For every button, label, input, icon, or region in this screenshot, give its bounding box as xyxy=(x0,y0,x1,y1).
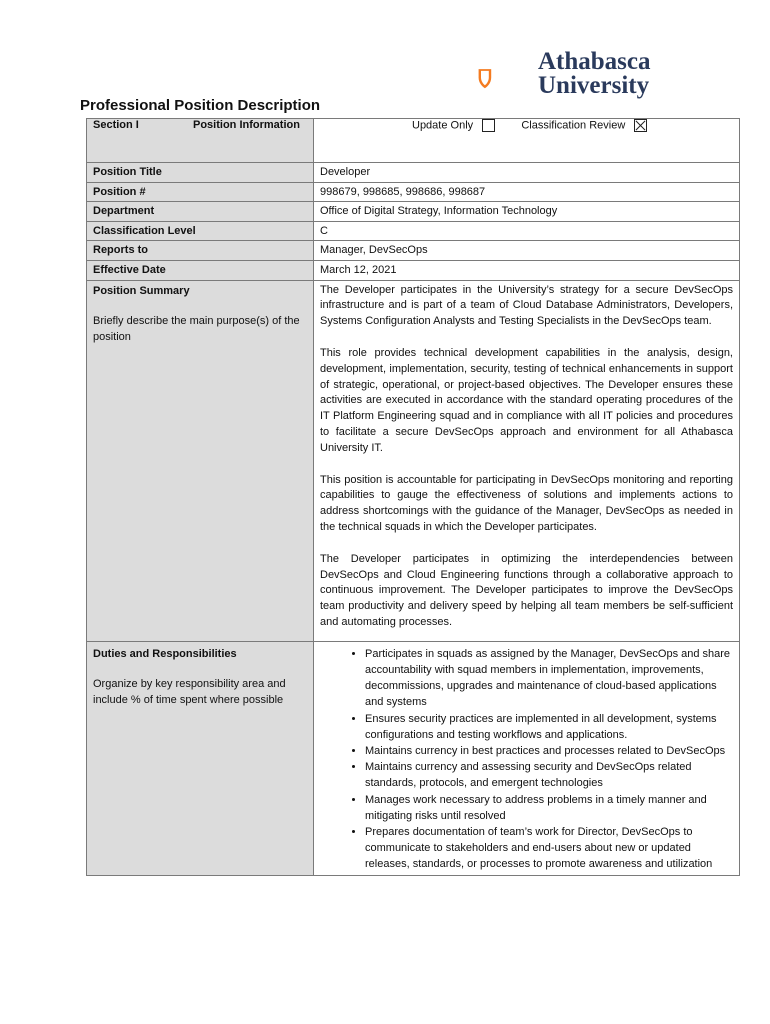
field-label: Position # xyxy=(87,182,314,202)
duties-list-cell xyxy=(314,641,740,875)
summary-text-cell xyxy=(314,280,740,641)
update-only-label: Update Only xyxy=(412,119,474,132)
field-value: 998679, 998685, 998686, 998687 xyxy=(314,182,740,202)
classification-review-checkbox[interactable] xyxy=(634,119,647,132)
summary-row xyxy=(87,280,740,641)
field-value: Office of Digital Strategy, Information Technology xyxy=(314,202,740,222)
field-label: Classification Level xyxy=(87,221,314,241)
duties-list xyxy=(320,646,733,873)
field-label: Position Title xyxy=(87,163,314,183)
update-only-checkbox[interactable] xyxy=(482,119,495,132)
logo-line-2: University xyxy=(538,72,650,99)
field-row xyxy=(87,202,740,222)
duties-label-cell xyxy=(87,641,314,875)
field-row xyxy=(87,163,740,183)
summary-paragraph: This role provides technical development capabilities in the analysis, design, development, implementation, security, testing of technical enhancements in support of strategic, operational, or project-based objectives. The Developer ensures these activities are executed in accordance with the standard operating procedures of the IT Platform Engineering squad and in compliance with all IT policies and procedures to facilitate a secure DevSecOps approach and environment for all Athabasca University IT. xyxy=(320,346,733,454)
field-row xyxy=(87,221,740,241)
field-row xyxy=(87,241,740,261)
summary-paragraph: The Developer participates in optimizing the interdependencies between DevSecOps and Cloud Engineering functions through a collaborative approach to continuous improvement. The Developer participates to improve the DevSecOps team productivity and delivery speed by helping all team members be self-sufficient and automating processes. xyxy=(320,552,733,628)
classification-review-label: Classification Review xyxy=(521,119,626,132)
field-value: Developer xyxy=(314,163,740,183)
summary-hint: Briefly describe the main purpose(s) of the position xyxy=(93,314,300,343)
duties-row xyxy=(87,641,740,875)
field-row xyxy=(87,260,740,280)
duty-item: • Maintains currency and assessing security and DevSecOps related standards, protocols, and emergent technologies xyxy=(365,759,733,791)
university-wordmark xyxy=(538,50,651,98)
duties-label: Duties and Responsibilities xyxy=(93,647,237,660)
summary-label: Position Summary xyxy=(93,284,190,297)
section-cell xyxy=(87,119,314,163)
section-header-row xyxy=(87,119,740,163)
summary-label-cell xyxy=(87,280,314,641)
review-type-cell xyxy=(314,119,740,163)
field-label: Department xyxy=(87,202,314,222)
field-label: Effective Date xyxy=(87,260,314,280)
field-value: C xyxy=(314,221,740,241)
field-value: March 12, 2021 xyxy=(314,260,740,280)
field-label: Reports to xyxy=(87,241,314,261)
field-value: Manager, DevSecOps xyxy=(314,241,740,261)
summary-paragraph: This position is accountable for participating in DevSecOps monitoring and reporting capabilities to gauge the effectiveness of solutions and implements actions to address shortcomings with the guidance of the Manager, DevSecOps as needed in the technical squads in which the Developer participates. xyxy=(320,473,733,533)
duties-hint: Organize by key responsibility area and include % of time spent where possible xyxy=(93,677,286,706)
section-name: Position Information xyxy=(193,119,300,131)
field-row xyxy=(87,182,740,202)
duty-item: • Ensures security practices are implemented in all development, systems configurations and testing workflows and applications. xyxy=(365,711,733,743)
section-label: Section I xyxy=(93,119,139,131)
document-title: Professional Position Description xyxy=(80,97,321,114)
duty-item: • Participates in squads as assigned by the Manager, DevSecOps and share accountability with squad members in implementation, improvements, decommissions, upgrades and maintenance of cloud-based applications and systems xyxy=(365,646,733,711)
position-form xyxy=(86,118,740,876)
university-shield-logo xyxy=(478,44,538,114)
summary-paragraph: The Developer participates in the University’s strategy for a secure DevSecOps infrastructure and is part of a team of Cloud Database Administrators, Developers, Systems Configuration Analysts and Testing Specialists in the DevSecOps team. xyxy=(320,283,733,328)
duty-item: • Prepares documentation of team’s work for Director, DevSecOps to communicate to stakeholders and end-users about new or updated releases, standards, or processes to promote awareness and utilization xyxy=(365,824,733,873)
duty-item: • Manages work necessary to address problems in a timely manner and mitigating risks until resolved xyxy=(365,792,733,824)
logo-line-1: Athabasca xyxy=(538,48,651,75)
duty-item: • Maintains currency in best practices and processes related to DevSecOps xyxy=(365,743,733,759)
